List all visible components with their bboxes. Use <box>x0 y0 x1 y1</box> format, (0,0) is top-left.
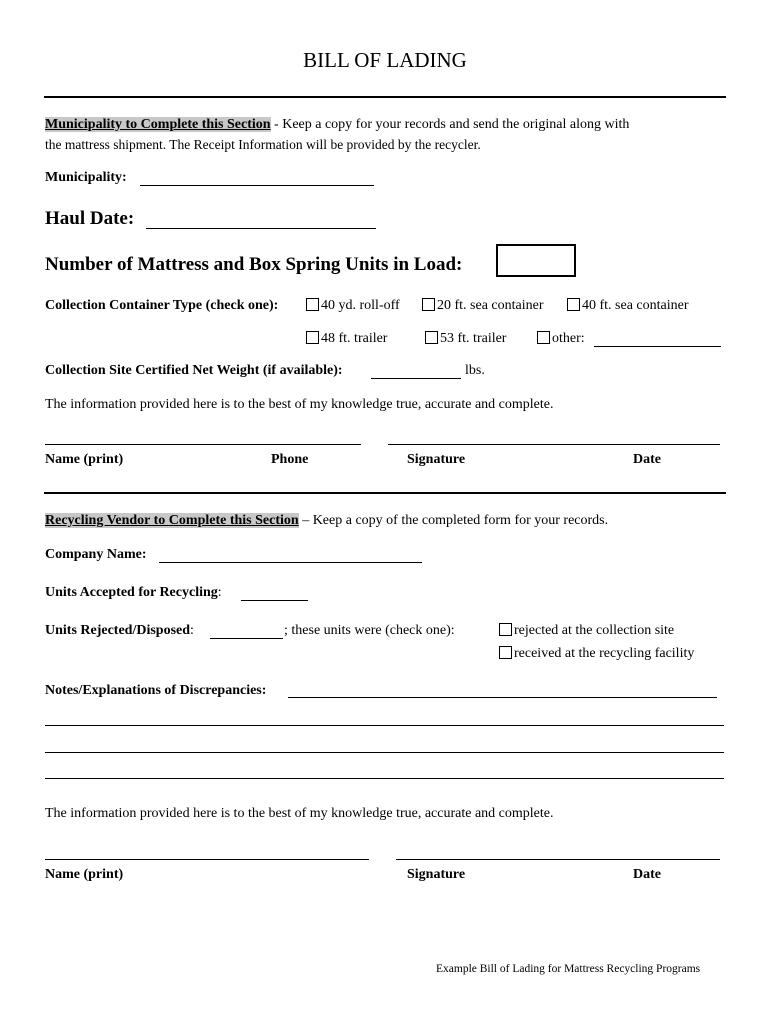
section1-signature-label: Signature <box>407 452 466 467</box>
units-in-load-label: Number of Mattress and Box Spring Units in Load: <box>45 254 463 275</box>
section1-date-label: Date <box>633 452 661 467</box>
units-in-load-field[interactable] <box>496 244 576 277</box>
municipality-field[interactable] <box>140 185 374 186</box>
section1-intro-line2: the mattress shipment. The Receipt Information will be provided by the recycler. <box>45 137 481 152</box>
checkbox[interactable] <box>567 298 580 311</box>
container-option-40yd[interactable]: 40 yd. roll-off <box>306 298 400 314</box>
page-title: BILL OF LADING <box>303 48 467 72</box>
section2-date-label: Date <box>633 867 661 882</box>
net-weight-field[interactable] <box>371 378 461 379</box>
section1-intro-line1: Municipality to Complete this Section - Keep a copy for your records and send the original along with <box>45 117 630 132</box>
section-divider-top <box>44 96 726 98</box>
section1-phone-label: Phone <box>271 452 309 467</box>
units-rejected-row: Units Rejected/Disposed: <box>45 623 194 638</box>
checkbox[interactable] <box>537 331 550 344</box>
notes-field-line1[interactable] <box>288 697 717 698</box>
container-option-48ft[interactable]: 48 ft. trailer <box>306 331 387 347</box>
section1-signature-line[interactable] <box>388 444 720 445</box>
reject-option-recycling-facility[interactable]: received at the recycling facility <box>499 646 694 662</box>
section2-signature-line[interactable] <box>396 859 720 860</box>
units-rejected-label: Units Rejected/Disposed <box>45 623 191 638</box>
container-option-20ft[interactable]: 20 ft. sea container <box>422 298 544 314</box>
units-accepted-row: Units Accepted for Recycling: <box>45 585 222 600</box>
reject-option-collection-site[interactable]: rejected at the collection site <box>499 623 674 639</box>
company-name-field[interactable] <box>159 562 422 563</box>
section1-heading: Municipality to Complete this Section <box>45 117 271 132</box>
company-name-label: Company Name: <box>45 547 147 562</box>
section-divider-middle <box>44 492 726 494</box>
net-weight-unit: lbs. <box>465 363 485 378</box>
container-option-40ft[interactable]: 40 ft. sea container <box>567 298 689 314</box>
notes-field-line2[interactable] <box>45 725 724 726</box>
section2-name-label: Name (print) <box>45 867 124 882</box>
units-rejected-suffix: ; these units were (check one): <box>284 623 455 638</box>
municipality-label: Municipality: <box>45 170 127 185</box>
notes-field-line3[interactable] <box>45 752 724 753</box>
checkbox[interactable] <box>499 623 512 636</box>
container-option-other[interactable]: other: <box>537 331 585 347</box>
section1-attestation: The information provided here is to the best of my knowledge true, accurate and complete. <box>45 397 554 412</box>
section2-attestation: The information provided here is to the best of my knowledge true, accurate and complete. <box>45 806 554 821</box>
notes-field-line4[interactable] <box>45 778 724 779</box>
section1-name-label: Name (print) <box>45 452 124 467</box>
footer-caption: Example Bill of Lading for Mattress Recycling Programs <box>436 963 701 975</box>
checkbox[interactable] <box>422 298 435 311</box>
checkbox[interactable] <box>306 331 319 344</box>
section1-name-signature-line[interactable] <box>45 444 361 445</box>
haul-date-label: Haul Date: <box>45 208 135 229</box>
section2-signature-label: Signature <box>407 867 466 882</box>
section2-heading: Recycling Vendor to Complete this Section <box>45 513 299 528</box>
section2-name-line[interactable] <box>45 859 369 860</box>
checkbox[interactable] <box>306 298 319 311</box>
haul-date-field[interactable] <box>146 228 376 229</box>
checkbox[interactable] <box>499 646 512 659</box>
section2-intro: Recycling Vendor to Complete this Section – Keep a copy of the completed form for your records. <box>45 513 609 528</box>
notes-label: Notes/Explanations of Discrepancies: <box>45 683 267 698</box>
container-type-label: Collection Container Type (check one): <box>45 298 279 313</box>
other-container-field[interactable] <box>594 346 721 347</box>
net-weight-label: Collection Site Certified Net Weight (if available): <box>45 363 343 378</box>
units-accepted-label: Units Accepted for Recycling <box>45 585 218 600</box>
units-accepted-field[interactable] <box>241 600 308 601</box>
checkbox[interactable] <box>425 331 438 344</box>
units-rejected-field[interactable] <box>210 638 283 639</box>
container-option-53ft[interactable]: 53 ft. trailer <box>425 331 506 347</box>
